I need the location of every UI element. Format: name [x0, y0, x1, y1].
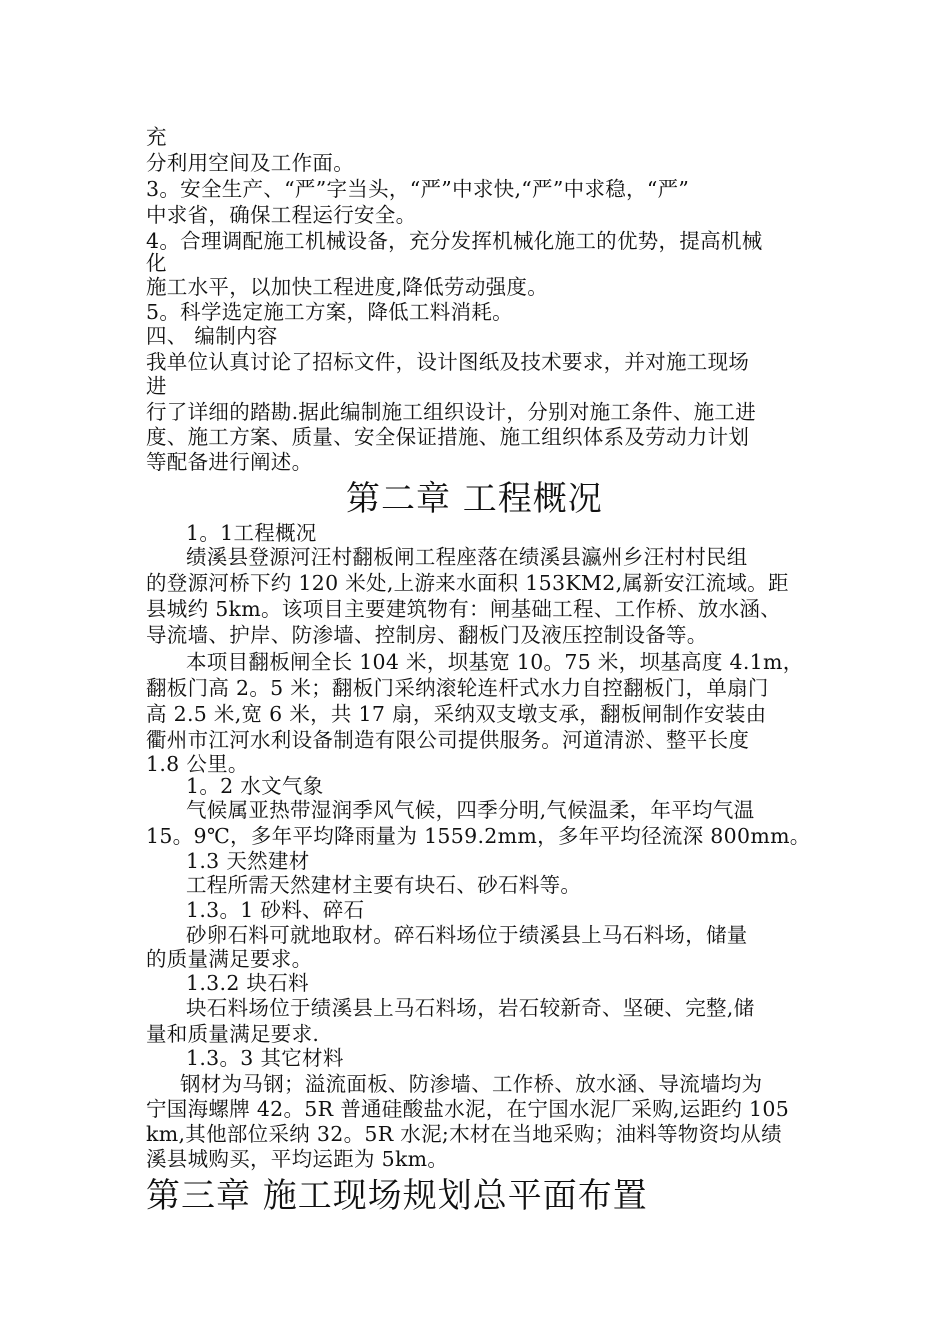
section-heading: 四、 编制内容 — [146, 324, 278, 348]
text-line: 绩溪县登源河汪村翻板闸工程座落在绩溪县瀛州乡汪村村民组 — [186, 545, 748, 569]
subsection-heading: 1.3。3 其它材料 — [186, 1046, 344, 1070]
subsection-heading: 1.3 天然建材 — [186, 849, 310, 873]
text-line: 导流墙、护岸、防渗墙、控制房、翻板门及液压控制设备等。 — [146, 623, 708, 647]
text-line: 充 — [146, 125, 167, 149]
text-line: 高 2.5 米,宽 6 米，共 17 扇，采纳双支墩支承，翻板闸制作安装由 — [146, 702, 767, 726]
text-line: 县城约 5km。该项目主要建筑物有：闸基础工程、工作桥、放水涵、 — [146, 597, 782, 621]
text-line: 钢材为马钢；溢流面板、防渗墙、工作桥、放水涵、导流墙均为 — [180, 1072, 763, 1096]
text-line: 块石料场位于绩溪县上马石料场，岩石较新奇、坚硬、完整,储 — [186, 996, 755, 1020]
text-line: 的登源河桥下约 120 米处,上游来水面积 153KM2,属新安江流域。距 — [146, 571, 789, 595]
text-line: 本项目翻板闸全长 104 米，坝基宽 10。75 米，坝基高度 4.1m， — [186, 650, 804, 674]
chapter-3-title: 第三章 施工现场规划总平面布置 — [146, 1176, 648, 1216]
text-line: 翻板门高 2。5 米；翻板门采纳滚轮连杆式水力自控翻板门，单扇门 — [146, 676, 769, 700]
text-line: 化 — [146, 251, 167, 275]
subsection-heading: 1.3.2 块石料 — [186, 971, 309, 995]
text-line: 砂卵石料可就地取材。碎石料场位于绩溪县上马石料场，储量 — [186, 923, 748, 947]
chapter-2-title: 第二章 工程概况 — [346, 479, 603, 519]
text-line: 行了详细的踏勘.据此编制施工组织设计，分别对施工条件、施工进 — [146, 400, 757, 424]
subsection-heading: 1。2 水文气象 — [186, 774, 324, 798]
text-line: 度、施工方案、质量、安全保证措施、施工组织体系及劳动力计划 — [146, 425, 750, 449]
text-line: 4。合理调配施工机械设备，充分发挥机械化施工的优势，提高机械 — [146, 229, 763, 253]
text-line: 分利用空间及工作面。 — [146, 151, 354, 175]
text-line: 宁国海螺牌 42。5R 普通硅酸盐水泥，在宁国水泥厂采购,运距约 105 — [146, 1097, 790, 1121]
text-line: 中求省，确保工程运行安全。 — [146, 203, 417, 227]
text-line: 1.8 公里。 — [146, 752, 249, 776]
text-line: 3。安全生产、“严”字当头，“严”中求快,“严”中求稳，“严” — [146, 177, 690, 201]
text-line: 溪县城购买，平均运距为 5km。 — [146, 1147, 449, 1171]
text-line: 的质量满足要求。 — [146, 947, 313, 971]
text-line: 量和质量满足要求. — [146, 1022, 320, 1046]
text-line: 等配备进行阐述。 — [146, 450, 313, 474]
text-line: 衢州市江河水利设备制造有限公司提供服务。河道清淤、整平长度 — [146, 728, 750, 752]
text-line: 我单位认真讨论了招标文件，设计图纸及技术要求，并对施工现场 — [146, 350, 750, 374]
subsection-heading: 1。1工程概况 — [186, 521, 317, 545]
text-line: 工程所需天然建材主要有块石、砂石料等。 — [186, 873, 582, 897]
text-line: 施工水平，以加快工程进度,降低劳动强度。 — [146, 275, 549, 299]
text-line: km,其他部位采纳 32。5R 水泥;木材在当地采购；油料等物资均从绩 — [146, 1122, 782, 1146]
text-line: 进 — [146, 374, 167, 398]
text-line: 5。科学选定施工方案，降低工料消耗。 — [146, 300, 513, 324]
text-line: 15。9℃，多年平均降雨量为 1559.2mm，多年平均径流深 800mm。 — [146, 824, 811, 848]
subsection-heading: 1.3。1 砂料、碎石 — [186, 898, 365, 922]
text-line: 气候属亚热带湿润季风气候，四季分明,气候温柔，年平均气温 — [186, 798, 755, 822]
